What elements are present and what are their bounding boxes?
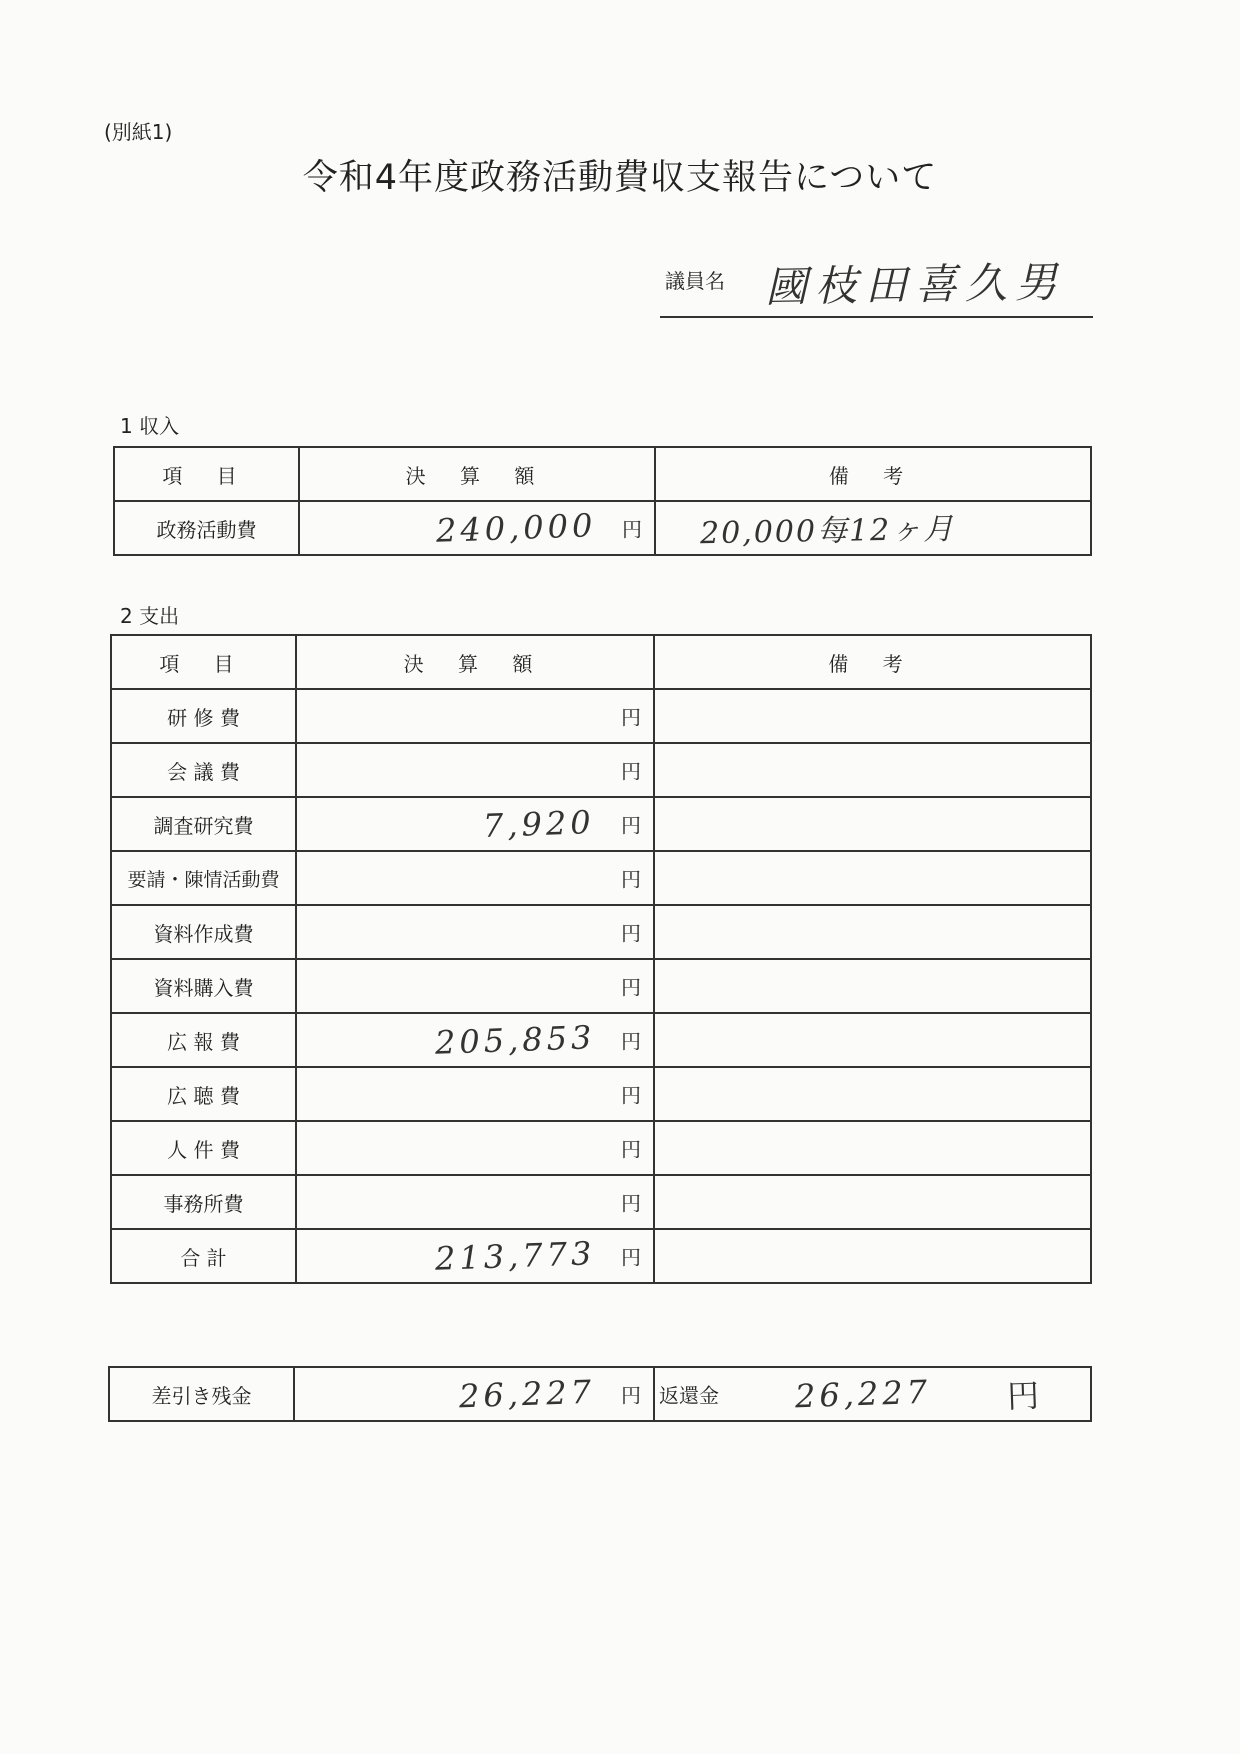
expense-amount-cell xyxy=(296,1229,654,1283)
expense-amount-cell xyxy=(296,1067,654,1121)
expense-amount-cell xyxy=(296,1121,654,1175)
expense-table xyxy=(110,634,1092,1284)
income-table xyxy=(113,446,1092,556)
balance-amount-value: 26,227 xyxy=(458,1372,596,1416)
income-remarks-value: 20,000每12ヶ月 xyxy=(699,511,956,552)
expense-amount-cell xyxy=(296,851,654,905)
expense-amount-cell xyxy=(296,797,654,851)
expense-row xyxy=(111,797,1091,851)
income-header-remarks: 備 考 xyxy=(655,447,1091,501)
expense-item-label: 調査研究費 xyxy=(111,797,296,851)
expense-row xyxy=(111,1229,1091,1283)
expense-row xyxy=(111,1175,1091,1229)
expense-header-remarks: 備 考 xyxy=(654,635,1091,689)
income-amount-cell xyxy=(299,501,655,555)
expense-item-label: 資料作成費 xyxy=(111,905,296,959)
expense-yen-unit: 円 xyxy=(621,1245,641,1270)
income-yen-unit: 円 xyxy=(622,517,642,542)
refund-label: 返還金 xyxy=(659,1383,719,1408)
expense-remarks-cell xyxy=(654,905,1091,959)
expense-remarks-cell xyxy=(654,1121,1091,1175)
refund-yen-unit: 円 xyxy=(1006,1376,1044,1416)
expense-yen-unit: 円 xyxy=(621,975,641,1000)
income-header-amount: 決 算 額 xyxy=(299,447,655,501)
income-remarks-cell xyxy=(655,501,1091,555)
member-name-handwritten: 國枝田喜久男 xyxy=(764,257,1066,312)
income-header-row xyxy=(114,447,1091,501)
expense-amount-cell xyxy=(296,743,654,797)
expense-amount-cell xyxy=(296,1175,654,1229)
expense-item-label: 要請・陳情活動費 xyxy=(111,851,296,905)
expense-remarks-cell xyxy=(654,1067,1091,1121)
income-row xyxy=(114,501,1091,555)
expense-remarks-cell xyxy=(654,797,1091,851)
expense-amount-cell xyxy=(296,689,654,743)
income-section-heading: 1 収入 xyxy=(120,414,180,438)
expense-item-label: 会 議 費 xyxy=(111,743,296,797)
expense-item-label: 人 件 費 xyxy=(111,1121,296,1175)
expense-yen-unit: 円 xyxy=(621,759,641,784)
expense-item-label: 研 修 費 xyxy=(111,689,296,743)
expense-header-item: 項 目 xyxy=(111,635,296,689)
balance-amount-cell xyxy=(294,1367,654,1421)
balance-table xyxy=(108,1366,1092,1422)
expense-remarks-cell xyxy=(654,959,1091,1013)
member-name-underline xyxy=(660,316,1093,318)
expense-header-row xyxy=(111,635,1091,689)
expense-item-label: 広 報 費 xyxy=(111,1013,296,1067)
expense-row xyxy=(111,743,1091,797)
expense-header-amount: 決 算 額 xyxy=(296,635,654,689)
income-item-label: 政務活動費 xyxy=(114,501,299,555)
balance-label: 差引き残金 xyxy=(109,1367,294,1421)
expense-amount-value: 7,920 xyxy=(482,803,596,845)
expense-yen-unit: 円 xyxy=(621,813,641,838)
balance-yen-unit: 円 xyxy=(621,1383,641,1408)
expense-remarks-cell xyxy=(654,1229,1091,1283)
income-amount-value: 240,000 xyxy=(435,506,597,550)
expense-yen-unit: 円 xyxy=(621,921,641,946)
expense-item-label: 資料購入費 xyxy=(111,959,296,1013)
expense-item-label: 事務所費 xyxy=(111,1175,296,1229)
expense-yen-unit: 円 xyxy=(621,1191,641,1216)
expense-yen-unit: 円 xyxy=(621,1029,641,1054)
expense-yen-unit: 円 xyxy=(621,1083,641,1108)
expense-item-label: 合 計 xyxy=(111,1229,296,1283)
expense-row xyxy=(111,1013,1091,1067)
refund-amount-value: 26,227 xyxy=(794,1372,932,1416)
expense-row xyxy=(111,1067,1091,1121)
document-title: 令和4年度政務活動費収支報告について xyxy=(302,158,938,198)
expense-row xyxy=(111,959,1091,1013)
expense-amount-cell xyxy=(296,905,654,959)
expense-yen-unit: 円 xyxy=(621,705,641,730)
member-name-label: 議員名 xyxy=(665,269,725,293)
expense-row xyxy=(111,851,1091,905)
expense-remarks-cell xyxy=(654,689,1091,743)
expense-yen-unit: 円 xyxy=(621,867,641,892)
expense-remarks-cell xyxy=(654,1175,1091,1229)
expense-yen-unit: 円 xyxy=(621,1137,641,1162)
balance-row xyxy=(109,1367,1091,1421)
expense-amount-cell xyxy=(296,959,654,1013)
expense-row xyxy=(111,1121,1091,1175)
expense-row xyxy=(111,905,1091,959)
expense-item-label: 広 聴 費 xyxy=(111,1067,296,1121)
expense-amount-cell xyxy=(296,1013,654,1067)
income-header-item: 項 目 xyxy=(114,447,299,501)
attachment-label: (別紙1) xyxy=(104,120,173,144)
expense-row xyxy=(111,689,1091,743)
expense-remarks-cell xyxy=(654,1013,1091,1067)
expense-remarks-cell xyxy=(654,851,1091,905)
expense-amount-value: 205,853 xyxy=(434,1018,596,1062)
expense-remarks-cell xyxy=(654,743,1091,797)
expense-section-heading: 2 支出 xyxy=(120,604,180,628)
refund-cell xyxy=(654,1367,1091,1421)
expense-amount-value: 213,773 xyxy=(434,1234,596,1278)
